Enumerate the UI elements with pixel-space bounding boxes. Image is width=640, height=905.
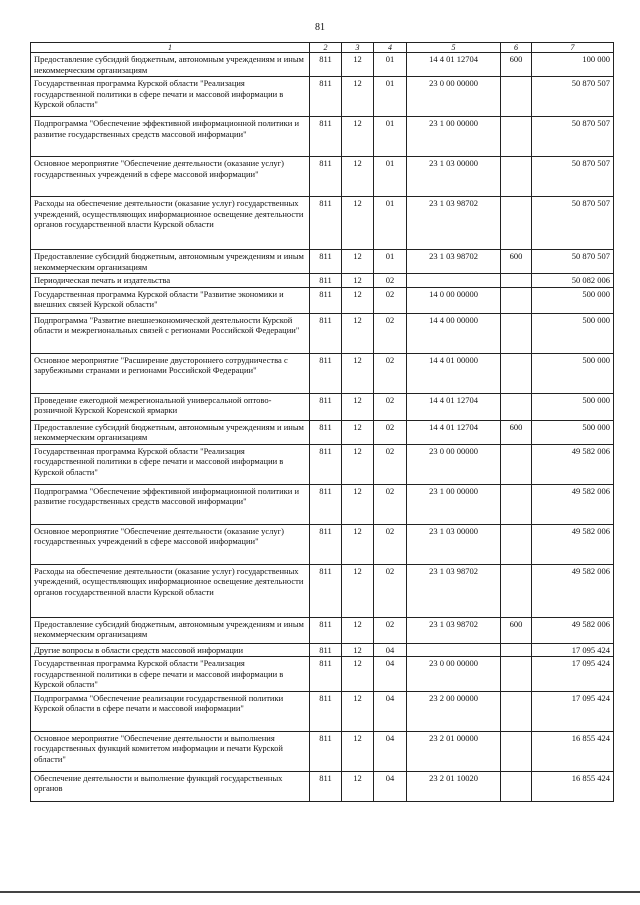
row-ministry: 811 (310, 524, 342, 564)
row-expense-type (501, 157, 532, 197)
row-section: 12 (342, 77, 374, 117)
row-sum: 500 000 (532, 353, 614, 393)
row-section: 12 (342, 484, 374, 524)
row-ministry: 811 (310, 197, 342, 250)
row-section: 12 (342, 117, 374, 157)
row-sum: 16 855 424 (532, 731, 614, 771)
row-ministry: 811 (310, 393, 342, 420)
row-section: 12 (342, 157, 374, 197)
row-section: 12 (342, 420, 374, 444)
row-expense-type (501, 657, 532, 692)
row-expense-type (501, 274, 532, 288)
row-target-article: 23 1 03 00000 (407, 157, 501, 197)
row-target-article: 23 2 00 00000 (407, 691, 501, 731)
row-name: Расходы на обеспечение деятельности (оказание услуг) государственных учреждений, осуществляющих информационное освещение деятельности органов государственной власти Курской области (31, 564, 310, 617)
row-ministry: 811 (310, 117, 342, 157)
row-ministry: 811 (310, 444, 342, 484)
row-expense-type (501, 197, 532, 250)
row-name: Основное мероприятие "Обеспечение деятельности (оказание услуг) государственных учреждений в сфере массовой информации" (31, 524, 310, 564)
table-row (31, 420, 614, 444)
row-sum: 17 095 424 (532, 643, 614, 657)
row-section: 12 (342, 617, 374, 643)
row-section: 12 (342, 53, 374, 77)
row-sum: 100 000 (532, 53, 614, 77)
row-expense-type (501, 484, 532, 524)
row-ministry: 811 (310, 53, 342, 77)
row-ministry: 811 (310, 771, 342, 801)
row-section: 12 (342, 250, 374, 274)
row-name: Государственная программа Курской области "Развитие экономики и внешних связей Курской области" (31, 287, 310, 313)
table-row (31, 617, 614, 643)
row-subsection: 02 (374, 353, 407, 393)
row-target-article: 14 0 00 00000 (407, 287, 501, 313)
row-section: 12 (342, 197, 374, 250)
row-expense-type (501, 691, 532, 731)
row-subsection: 01 (374, 117, 407, 157)
row-section: 12 (342, 393, 374, 420)
row-subsection: 01 (374, 53, 407, 77)
row-ministry: 811 (310, 274, 342, 288)
col-header-ministry: 2 (310, 43, 342, 53)
row-sum: 50 870 507 (532, 157, 614, 197)
row-sum: 50 870 507 (532, 77, 614, 117)
row-subsection: 01 (374, 197, 407, 250)
row-name: Другие вопросы в области средств массовой информации (31, 643, 310, 657)
row-expense-type (501, 393, 532, 420)
row-sum: 17 095 424 (532, 657, 614, 692)
row-subsection: 02 (374, 484, 407, 524)
row-name: Подпрограмма "Обеспечение реализации государственной политики Курской области в сфере печати и массовой информации" (31, 691, 310, 731)
row-expense-type (501, 287, 532, 313)
row-name: Расходы на обеспечение деятельности (оказание услуг) государственных учреждений, осуществляющих информационное освещение деятельности органов государственной власти Курской области (31, 197, 310, 250)
row-name: Предоставление субсидий бюджетным, автономным учреждениям и иным некоммерческим организациям (31, 617, 310, 643)
page-bottom-rule (0, 891, 640, 893)
row-name: Основное мероприятие "Обеспечение деятельности и выполнения государственных функций комитетом информации и печати Курской области" (31, 731, 310, 771)
row-expense-type (501, 444, 532, 484)
row-section: 12 (342, 657, 374, 692)
row-name: Обеспечение деятельности и выполнение функций государственных органов (31, 771, 310, 801)
row-section: 12 (342, 564, 374, 617)
row-sum: 50 870 507 (532, 197, 614, 250)
row-name: Проведение ежегодной межрегиональной универсальной оптово-розничной Курской Коренской ярмарки (31, 393, 310, 420)
row-expense-type (501, 771, 532, 801)
row-target-article: 23 1 03 98702 (407, 250, 501, 274)
row-target-article: 23 1 03 98702 (407, 564, 501, 617)
row-section: 12 (342, 771, 374, 801)
row-name: Государственная программа Курской области "Реализация государственной политики в сфере печати и массовой информации в Курской области" (31, 77, 310, 117)
row-expense-type: 600 (501, 53, 532, 77)
row-subsection: 04 (374, 657, 407, 692)
row-target-article: 23 0 00 00000 (407, 444, 501, 484)
row-subsection: 02 (374, 274, 407, 288)
row-target-article: 23 1 03 98702 (407, 617, 501, 643)
row-section: 12 (342, 691, 374, 731)
col-header-section: 3 (342, 43, 374, 53)
row-ministry: 811 (310, 691, 342, 731)
row-ministry: 811 (310, 313, 342, 353)
row-subsection: 02 (374, 617, 407, 643)
row-section: 12 (342, 643, 374, 657)
row-name: Периодическая печать и издательства (31, 274, 310, 288)
row-name: Государственная программа Курской области "Реализация государственной политики в сфере печати и массовой информации в Курской области" (31, 657, 310, 692)
row-sum: 49 582 006 (532, 484, 614, 524)
row-subsection: 04 (374, 691, 407, 731)
row-ministry: 811 (310, 657, 342, 692)
table-row (31, 731, 614, 771)
row-expense-type: 600 (501, 250, 532, 274)
table-row (31, 53, 614, 77)
row-expense-type (501, 731, 532, 771)
col-header-expense-type: 6 (501, 43, 532, 53)
row-target-article: 23 1 00 00000 (407, 117, 501, 157)
row-sum: 500 000 (532, 420, 614, 444)
row-section: 12 (342, 287, 374, 313)
row-target-article: 14 4 01 12704 (407, 53, 501, 77)
row-subsection: 02 (374, 444, 407, 484)
row-ministry: 811 (310, 731, 342, 771)
row-subsection: 02 (374, 393, 407, 420)
row-expense-type: 600 (501, 420, 532, 444)
row-section: 12 (342, 524, 374, 564)
row-subsection: 02 (374, 313, 407, 353)
row-target-article: 23 0 00 00000 (407, 657, 501, 692)
row-name: Подпрограмма "Обеспечение эффективной информационной политики и развитие государственных средств массовой информации" (31, 117, 310, 157)
table-row (31, 484, 614, 524)
row-target-article (407, 643, 501, 657)
table-row (31, 771, 614, 801)
table-row (31, 157, 614, 197)
row-expense-type (501, 564, 532, 617)
table-row (31, 274, 614, 288)
row-sum: 50 082 006 (532, 274, 614, 288)
row-sum: 49 582 006 (532, 617, 614, 643)
row-target-article: 14 4 01 12704 (407, 420, 501, 444)
row-expense-type (501, 77, 532, 117)
row-target-article: 14 4 01 00000 (407, 353, 501, 393)
row-expense-type (501, 524, 532, 564)
row-target-article: 23 2 01 00000 (407, 731, 501, 771)
row-target-article: 23 0 00 00000 (407, 77, 501, 117)
row-target-article: 23 2 01 10020 (407, 771, 501, 801)
row-sum: 49 582 006 (532, 524, 614, 564)
table-row (31, 250, 614, 274)
row-name: Государственная программа Курской области "Реализация государственной политики в сфере печати и массовой информации в Курской области" (31, 444, 310, 484)
budget-table (30, 42, 614, 802)
row-section: 12 (342, 444, 374, 484)
row-section: 12 (342, 313, 374, 353)
table-row (31, 524, 614, 564)
table-row (31, 77, 614, 117)
table-row (31, 353, 614, 393)
row-sum: 500 000 (532, 393, 614, 420)
row-sum: 50 870 507 (532, 117, 614, 157)
row-ministry: 811 (310, 77, 342, 117)
table-row (31, 287, 614, 313)
row-expense-type (501, 313, 532, 353)
col-header-sum: 7 (532, 43, 614, 53)
row-subsection: 02 (374, 287, 407, 313)
table-row (31, 117, 614, 157)
table-row (31, 564, 614, 617)
row-subsection: 04 (374, 731, 407, 771)
page-number: 81 (315, 22, 325, 33)
row-name: Подпрограмма "Развитие внешнеэкономической деятельности Курской области и межрегиональных связей с регионами Российской Федерации" (31, 313, 310, 353)
row-sum: 500 000 (532, 313, 614, 353)
col-header-target-article: 5 (407, 43, 501, 53)
row-section: 12 (342, 274, 374, 288)
row-target-article: 23 1 03 98702 (407, 197, 501, 250)
row-sum: 16 855 424 (532, 771, 614, 801)
row-ministry: 811 (310, 157, 342, 197)
row-subsection: 04 (374, 771, 407, 801)
row-sum: 49 582 006 (532, 564, 614, 617)
table-row (31, 393, 614, 420)
table-row (31, 643, 614, 657)
row-subsection: 02 (374, 524, 407, 564)
row-expense-type (501, 643, 532, 657)
row-target-article: 14 4 01 12704 (407, 393, 501, 420)
row-target-article (407, 274, 501, 288)
row-subsection: 04 (374, 643, 407, 657)
row-ministry: 811 (310, 564, 342, 617)
row-ministry: 811 (310, 484, 342, 524)
row-sum: 17 095 424 (532, 691, 614, 731)
row-ministry: 811 (310, 250, 342, 274)
row-expense-type (501, 353, 532, 393)
row-name: Предоставление субсидий бюджетным, автономным учреждениям и иным некоммерческим организациям (31, 250, 310, 274)
row-ministry: 811 (310, 420, 342, 444)
row-ministry: 811 (310, 643, 342, 657)
row-subsection: 02 (374, 420, 407, 444)
row-name: Предоставление субсидий бюджетным, автономным учреждениям и иным некоммерческим организациям (31, 53, 310, 77)
table-row (31, 657, 614, 692)
row-subsection: 01 (374, 157, 407, 197)
row-name: Подпрограмма "Обеспечение эффективной информационной политики и развитие государственных средств массовой информации" (31, 484, 310, 524)
row-name: Основное мероприятие "Обеспечение деятельности (оказание услуг) государственных учреждений в сфере массовой информации" (31, 157, 310, 197)
row-expense-type: 600 (501, 617, 532, 643)
row-subsection: 01 (374, 77, 407, 117)
row-ministry: 811 (310, 353, 342, 393)
row-name: Предоставление субсидий бюджетным, автономным учреждениям и иным некоммерческим организациям (31, 420, 310, 444)
row-section: 12 (342, 731, 374, 771)
table-row (31, 197, 614, 250)
row-name: Основное мероприятие "Расширение двустороннего сотрудничества с зарубежными странами и регионами Российской Федерации" (31, 353, 310, 393)
row-subsection: 01 (374, 250, 407, 274)
col-header-subsection: 4 (374, 43, 407, 53)
row-sum: 500 000 (532, 287, 614, 313)
row-ministry: 811 (310, 617, 342, 643)
row-target-article: 14 4 00 00000 (407, 313, 501, 353)
row-target-article: 23 1 03 00000 (407, 524, 501, 564)
row-sum: 49 582 006 (532, 444, 614, 484)
row-section: 12 (342, 353, 374, 393)
table-row (31, 444, 614, 484)
table-body (31, 53, 614, 802)
table-row (31, 313, 614, 353)
row-ministry: 811 (310, 287, 342, 313)
row-target-article: 23 1 00 00000 (407, 484, 501, 524)
col-header-name: 1 (31, 43, 310, 53)
table-row (31, 691, 614, 731)
row-sum: 50 870 507 (532, 250, 614, 274)
row-expense-type (501, 117, 532, 157)
header-row (31, 43, 614, 53)
row-subsection: 02 (374, 564, 407, 617)
